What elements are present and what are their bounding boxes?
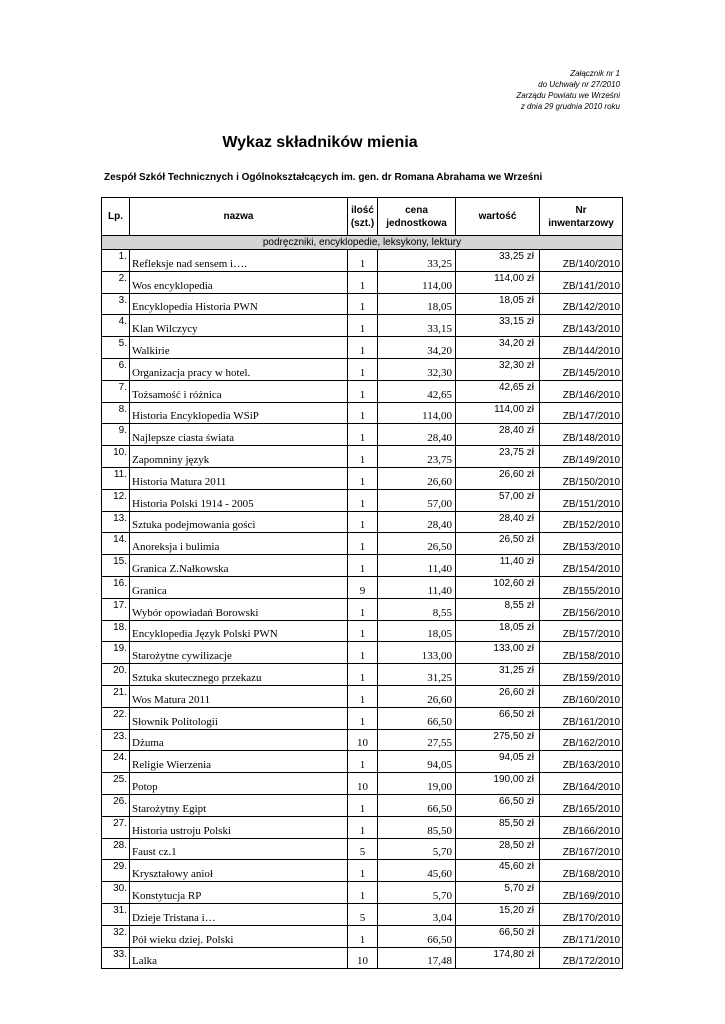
item-value: 114,00 zł [456,271,540,293]
item-quantity: 1 [348,467,378,489]
item-unit-price: 26,60 [378,467,456,489]
item-unit-price: 32,30 [378,358,456,380]
item-inventory-number: ZB/171/2010 [540,925,623,947]
row-number: 4. [102,315,130,337]
item-inventory-number: ZB/148/2010 [540,424,623,446]
row-number: 33. [102,947,130,969]
item-value: 34,20 zł [456,337,540,359]
item-unit-price: 114,00 [378,271,456,293]
item-quantity: 1 [348,642,378,664]
table-row [102,358,623,380]
item-quantity: 1 [348,664,378,686]
item-name: Encyklopedia Język Polski PWN [130,620,348,642]
item-value: 174,80 zł [456,947,540,969]
item-value: 18,05 zł [456,620,540,642]
item-value: 8,55 zł [456,598,540,620]
item-unit-price: 114,00 [378,402,456,424]
row-number: 20. [102,664,130,686]
item-value: 45,60 zł [456,860,540,882]
item-quantity: 5 [348,838,378,860]
item-value: 32,30 zł [456,358,540,380]
section-label: podręczniki, encyklopedie, leksykony, lektury [102,236,623,250]
row-number: 12. [102,489,130,511]
table-row [102,685,623,707]
item-name: Wos Matura 2011 [130,685,348,707]
row-number: 21. [102,685,130,707]
item-name: Zapomniny język [130,446,348,468]
item-name: Tożsamość i różnica [130,380,348,402]
item-name: Granica Z.Nałkowska [130,555,348,577]
item-inventory-number: ZB/155/2010 [540,576,623,598]
table-row [102,642,623,664]
item-name: Potop [130,773,348,795]
header-qty [348,198,378,236]
item-inventory-number: ZB/144/2010 [540,337,623,359]
item-value: 28,50 zł [456,838,540,860]
item-quantity: 1 [348,380,378,402]
item-quantity: 10 [348,947,378,969]
table-row [102,489,623,511]
item-value: 133,00 zł [456,642,540,664]
row-number: 32. [102,925,130,947]
item-quantity: 10 [348,729,378,751]
item-inventory-number: ZB/169/2010 [540,882,623,904]
item-inventory-number: ZB/165/2010 [540,794,623,816]
item-value: 94,05 zł [456,751,540,773]
item-inventory-number: ZB/166/2010 [540,816,623,838]
item-inventory-number: ZB/146/2010 [540,380,623,402]
row-number: 1. [102,250,130,272]
attachment-note-line: z dnia 29 grudnia 2010 roku [520,102,620,111]
item-value: 5,70 zł [456,882,540,904]
item-name: Historia Encyklopedia WSiP [130,402,348,424]
attachment-note-line: Zarządu Powiatu we Wrześni [516,91,620,100]
row-number: 14. [102,533,130,555]
item-quantity: 1 [348,489,378,511]
document-title: Wykaz składników mienia [222,134,418,151]
item-inventory-number: ZB/159/2010 [540,664,623,686]
item-unit-price: 31,25 [378,664,456,686]
item-inventory-number: ZB/160/2010 [540,685,623,707]
header-value: wartość [456,198,540,236]
table-row [102,882,623,904]
table-row [102,424,623,446]
row-number: 15. [102,555,130,577]
item-unit-price: 66,50 [378,794,456,816]
item-name: Faust cz.1 [130,838,348,860]
item-inventory-number: ZB/151/2010 [540,489,623,511]
item-name: Refleksje nad sensem i…. [130,250,348,272]
item-inventory-number: ZB/145/2010 [540,358,623,380]
item-quantity: 1 [348,402,378,424]
header-inv-line1: Nr [575,204,587,216]
item-name: Dżuma [130,729,348,751]
item-name: Historia Matura 2011 [130,467,348,489]
table-header-row [102,198,623,236]
item-inventory-number: ZB/153/2010 [540,533,623,555]
item-name: Sztuka podejmowania gości [130,511,348,533]
table-row [102,337,623,359]
header-inventory-number [540,198,623,236]
item-value: 42,65 zł [456,380,540,402]
item-value: 15,20 zł [456,903,540,925]
item-unit-price: 133,00 [378,642,456,664]
row-number: 24. [102,751,130,773]
item-quantity: 1 [348,315,378,337]
row-number: 23. [102,729,130,751]
table-row [102,773,623,795]
item-unit-price: 8,55 [378,598,456,620]
item-unit-price: 19,00 [378,773,456,795]
row-number: 28. [102,838,130,860]
header-price-line1: cena [405,204,428,216]
item-value: 26,50 zł [456,533,540,555]
table-row [102,555,623,577]
item-unit-price: 18,05 [378,293,456,315]
item-quantity: 1 [348,794,378,816]
item-value: 66,50 zł [456,925,540,947]
header-unit-price [378,198,456,236]
item-inventory-number: ZB/143/2010 [540,315,623,337]
item-quantity: 1 [348,882,378,904]
item-quantity: 10 [348,773,378,795]
item-quantity: 1 [348,250,378,272]
item-inventory-number: ZB/141/2010 [540,271,623,293]
row-number: 26. [102,794,130,816]
item-quantity: 1 [348,358,378,380]
item-inventory-number: ZB/170/2010 [540,903,623,925]
item-inventory-number: ZB/154/2010 [540,555,623,577]
item-name: Wos encyklopedia [130,271,348,293]
item-value: 57,00 zł [456,489,540,511]
item-quantity: 1 [348,293,378,315]
item-inventory-number: ZB/172/2010 [540,947,623,969]
item-unit-price: 34,20 [378,337,456,359]
item-unit-price: 28,40 [378,511,456,533]
item-quantity: 1 [348,533,378,555]
item-name: Konstytucja RP [130,882,348,904]
table-row [102,816,623,838]
item-unit-price: 5,70 [378,838,456,860]
section-row [102,236,623,250]
row-number: 2. [102,271,130,293]
table-row [102,402,623,424]
item-quantity: 1 [348,707,378,729]
row-number: 3. [102,293,130,315]
header-inv-line2: inwentarzowy [548,217,614,229]
item-unit-price: 18,05 [378,620,456,642]
attachment-note [516,68,620,112]
item-value: 66,50 zł [456,794,540,816]
table-row [102,794,623,816]
item-unit-price: 66,50 [378,925,456,947]
item-quantity: 1 [348,424,378,446]
table-row [102,380,623,402]
attachment-note-line: Załącznik nr 1 [570,69,620,78]
item-quantity: 9 [348,576,378,598]
row-number: 10. [102,446,130,468]
item-quantity: 5 [348,903,378,925]
item-inventory-number: ZB/152/2010 [540,511,623,533]
item-name: Lalka [130,947,348,969]
item-unit-price: 66,50 [378,707,456,729]
item-unit-price: 27,55 [378,729,456,751]
item-name: Granica [130,576,348,598]
row-number: 19. [102,642,130,664]
item-name: Sztuka skutecznego przekazu [130,664,348,686]
header-price-line2: jednostkowa [386,217,447,229]
table-row [102,271,623,293]
item-quantity: 1 [348,511,378,533]
row-number: 22. [102,707,130,729]
table-row [102,707,623,729]
item-unit-price: 28,40 [378,424,456,446]
item-quantity: 1 [348,860,378,882]
item-inventory-number: ZB/156/2010 [540,598,623,620]
row-number: 16. [102,576,130,598]
table-row [102,947,623,969]
header-lp: Lp. [102,198,130,236]
item-unit-price: 33,15 [378,315,456,337]
item-name: Walkirie [130,337,348,359]
item-unit-price: 33,25 [378,250,456,272]
item-value: 33,25 zł [456,250,540,272]
table-row [102,511,623,533]
item-name: Starożytny Egipt [130,794,348,816]
row-number: 11. [102,467,130,489]
table-row [102,620,623,642]
row-number: 31. [102,903,130,925]
item-quantity: 1 [348,337,378,359]
item-value: 114,00 zł [456,402,540,424]
inventory-table [101,197,623,969]
item-name: Historia Polski 1914 - 2005 [130,489,348,511]
table-row [102,533,623,555]
row-number: 5. [102,337,130,359]
item-unit-price: 26,60 [378,685,456,707]
item-quantity: 1 [348,271,378,293]
item-inventory-number: ZB/164/2010 [540,773,623,795]
item-quantity: 1 [348,925,378,947]
row-number: 17. [102,598,130,620]
row-number: 30. [102,882,130,904]
item-inventory-number: ZB/149/2010 [540,446,623,468]
header-qty-line1: ilość [351,204,374,216]
table-row [102,250,623,272]
item-unit-price: 23,75 [378,446,456,468]
table-row [102,664,623,686]
item-inventory-number: ZB/161/2010 [540,707,623,729]
item-value: 102,60 zł [456,576,540,598]
header-name: nazwa [130,198,348,236]
item-value: 28,40 zł [456,424,540,446]
school-name: Zespół Szkół Technicznych i Ogólnokształcących im. gen. dr Romana Abrahama we Wrześni [104,172,543,183]
item-unit-price: 26,50 [378,533,456,555]
item-inventory-number: ZB/150/2010 [540,467,623,489]
row-number: 8. [102,402,130,424]
item-name: Encyklopedia Historia PWN [130,293,348,315]
item-value: 85,50 zł [456,816,540,838]
item-inventory-number: ZB/167/2010 [540,838,623,860]
item-inventory-number: ZB/140/2010 [540,250,623,272]
table-row [102,838,623,860]
item-unit-price: 94,05 [378,751,456,773]
item-quantity: 1 [348,685,378,707]
table-row [102,751,623,773]
item-value: 190,00 zł [456,773,540,795]
header-qty-line2: (szt.) [350,217,375,229]
table-row [102,925,623,947]
row-number: 27. [102,816,130,838]
item-quantity: 1 [348,446,378,468]
item-unit-price: 17,48 [378,947,456,969]
table-row [102,293,623,315]
item-name: Religie Wierzenia [130,751,348,773]
item-value: 18,05 zł [456,293,540,315]
row-number: 18. [102,620,130,642]
item-unit-price: 57,00 [378,489,456,511]
item-unit-price: 45,60 [378,860,456,882]
item-value: 28,40 zł [456,511,540,533]
item-unit-price: 42,65 [378,380,456,402]
row-number: 29. [102,860,130,882]
item-name: Dzieje Tristana i… [130,903,348,925]
item-name: Starożytne cywilizacje [130,642,348,664]
row-number: 6. [102,358,130,380]
item-name: Anoreksja i bulimia [130,533,348,555]
item-inventory-number: ZB/168/2010 [540,860,623,882]
item-value: 11,40 zł [456,555,540,577]
item-value: 275,50 zł [456,729,540,751]
table-row [102,860,623,882]
item-name: Historia ustroju Polski [130,816,348,838]
item-value: 31,25 zł [456,664,540,686]
item-name: Najlepsze ciasta świata [130,424,348,446]
row-number: 13. [102,511,130,533]
item-unit-price: 11,40 [378,555,456,577]
row-number: 25. [102,773,130,795]
item-inventory-number: ZB/158/2010 [540,642,623,664]
item-name: Klan Wilczycy [130,315,348,337]
item-inventory-number: ZB/157/2010 [540,620,623,642]
table-row [102,903,623,925]
item-value: 26,60 zł [456,467,540,489]
row-number: 9. [102,424,130,446]
item-value: 66,50 zł [456,707,540,729]
item-quantity: 1 [348,816,378,838]
attachment-note-line: do Uchwały nr 27/2010 [538,80,620,89]
table-row [102,315,623,337]
item-quantity: 1 [348,751,378,773]
table-row [102,446,623,468]
table-row [102,576,623,598]
item-inventory-number: ZB/142/2010 [540,293,623,315]
item-unit-price: 5,70 [378,882,456,904]
item-name: Kryształowy anioł [130,860,348,882]
item-quantity: 1 [348,555,378,577]
item-inventory-number: ZB/163/2010 [540,751,623,773]
item-name: Słownik Politologii [130,707,348,729]
item-value: 33,15 zł [456,315,540,337]
item-inventory-number: ZB/147/2010 [540,402,623,424]
row-number: 7. [102,380,130,402]
item-inventory-number: ZB/162/2010 [540,729,623,751]
table-row [102,598,623,620]
table-row [102,467,623,489]
item-quantity: 1 [348,620,378,642]
item-unit-price: 3,04 [378,903,456,925]
item-value: 26,60 zł [456,685,540,707]
item-unit-price: 85,50 [378,816,456,838]
item-unit-price: 11,40 [378,576,456,598]
item-name: Pół wieku dziej. Polski [130,925,348,947]
item-name: Wybór opowiadań Borowski [130,598,348,620]
item-quantity: 1 [348,598,378,620]
item-name: Organizacja pracy w hotel. [130,358,348,380]
table-row [102,729,623,751]
item-value: 23,75 zł [456,446,540,468]
